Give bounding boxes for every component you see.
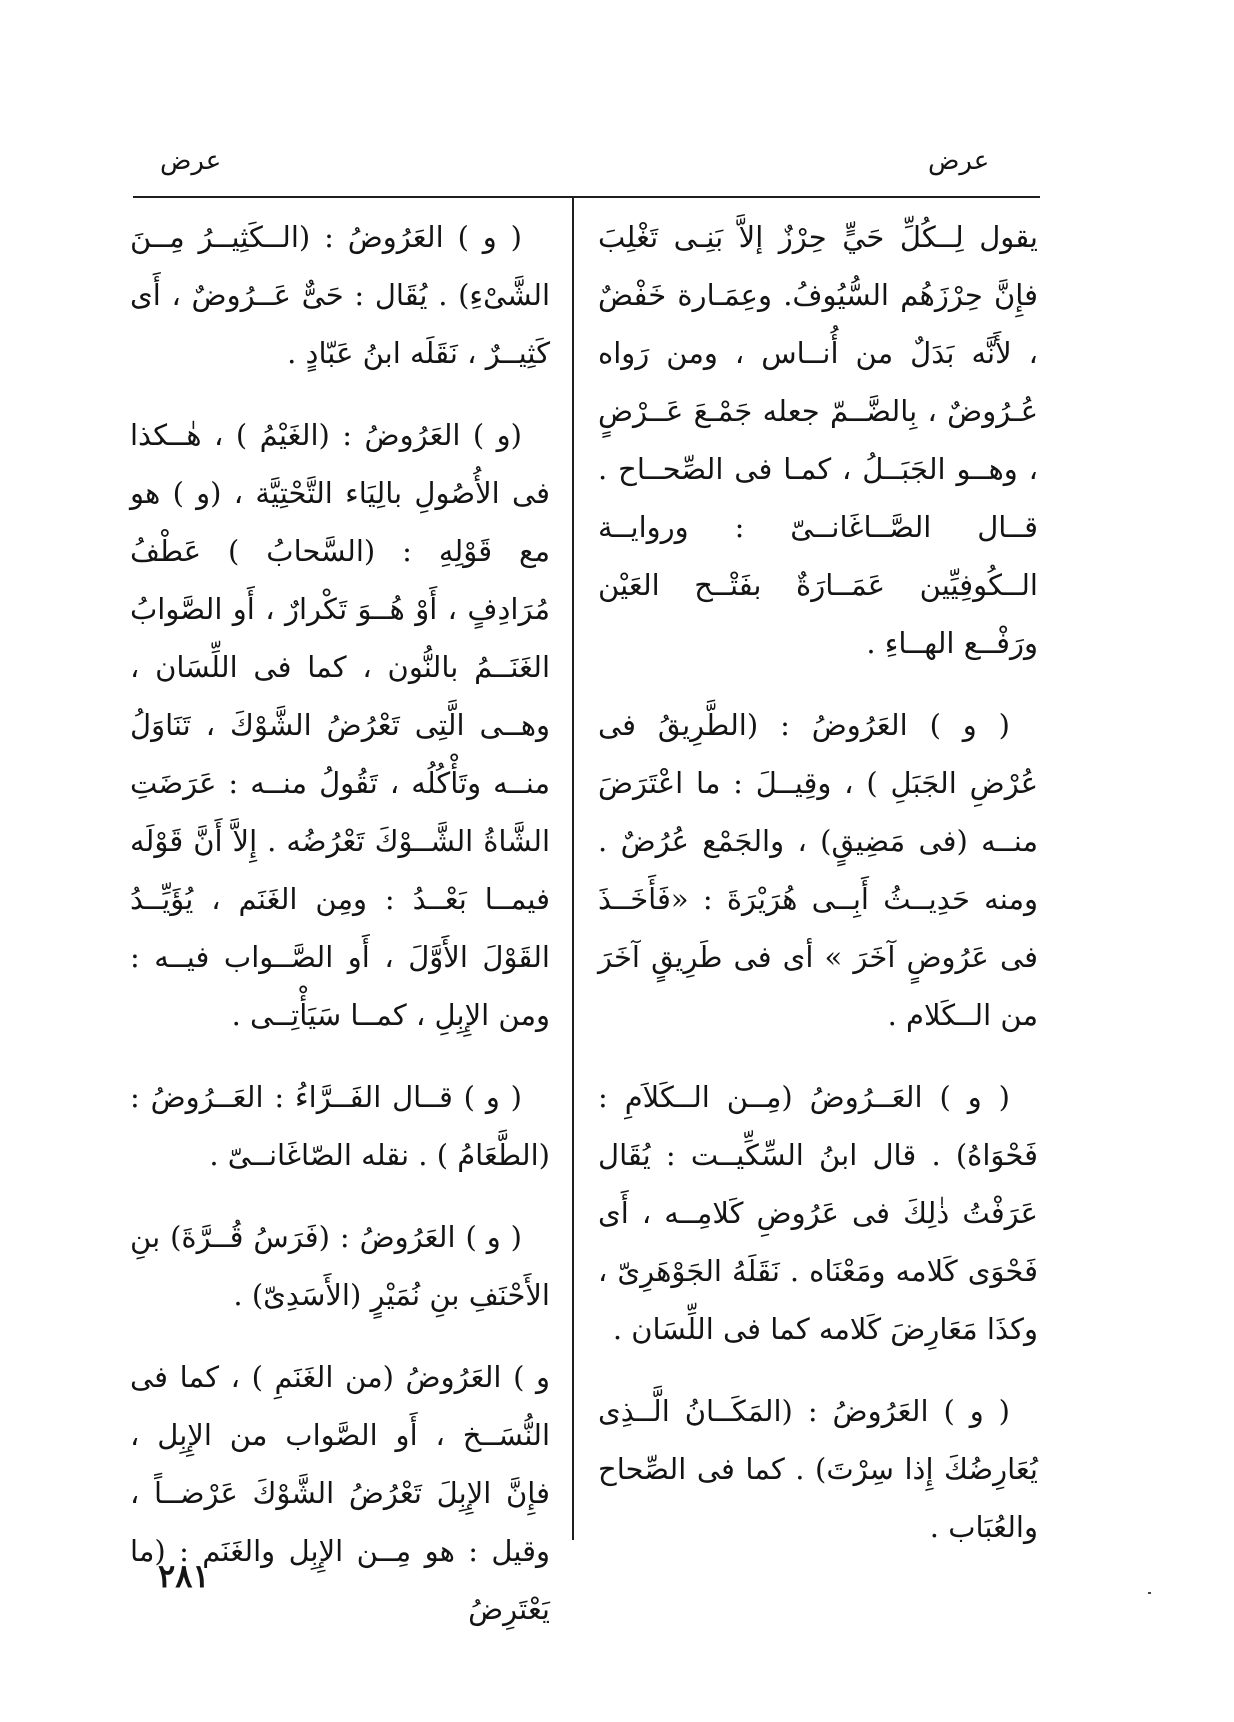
entry-paragraph: و ) العَرُوضُ (من الغَنَمِ ) ، كما فى النُّسَــخ ، أَو الصَّواب من الإِبِل ، فإِنَّ الإِبِلَ تَعْرُضُ الشَّوْكَ عَرْضــاً ، وقيل : هو مِــن الإِبِل والغَنَم : (ما يَعْتَرِضُ [130,1360,550,1626]
running-head-right: عرض [928,146,990,176]
entry-paragraph: ( و ) العَرُوضُ : (فَرَسُ قُــرَّةَ) بنِ الأَحْنَفِ بنِ نُمَيْرٍ (الأَسَدِىّ) . [130,1220,550,1312]
entry-paragraph: ( و ) العَرُوضُ : (الطَّرِيقُ فى عُرْضِ الجَبَلِ ) ، وقِيــلَ : ما اعْتَرَضَ منــه (فى مَضِيقٍ) ، والجَمْع عُرُضٌ . ومنه حَدِيــثُ أَبِــى هُرَيْرَةَ : «فَأَخَــذَ فى عَرُوضٍ آخَرَ » أى فى طَرِيقٍ آخَرَ من الــكَلام . [598,708,1038,1032]
page-number: ٢٨١ [158,1557,210,1595]
entry-paragraph: ( و ) العَــرُوضُ (مِــن الــكَلاَمِ : فَحْوَاهُ) . قال ابنُ السِّكِّيــت : يُقَال عَرَفْتُ ذٰلِكَ فى عَرُوضِ كَلامِــه ، أَى فَحْوَى كَلامه ومَعْنَاه . نَقَلَهُ الجَوْهَرِىّ ، وكذَا مَعَارِضَ كَلامه كما فى اللِّسَان . [598,1080,1038,1346]
header-rule [133,196,1040,198]
column-divider [572,198,574,1540]
entry-paragraph: ( و ) قــال الفَــرَّاءُ : العَــرُوضُ : (الطَّعَامُ ) . نقله الصّاغَانــىّ . [130,1080,550,1172]
right-column [598,208,1038,1580]
scan-speck [1148,1592,1151,1594]
entry-paragraph: ( و ) العَرُوضُ : (الــكَثِيــرُ مِــنَ الشَّىْءِ) . يُقَال : حَىٌّ عَــرُوضٌ ، أَى كَثِيــرٌ ، نَقَلَه ابنُ عَبّادٍ . [130,220,550,370]
entry-paragraph: يقول لِــكُلِّ حَيٍّ حِرْزٌ إلاَّ بَنِـى تَغْلِبَ فإِنَّ حِرْزَهُم السُّيُوفُ. وعِمَـارة خَفْضٌ ، لأَنَّه بَدَلٌ من أُنــاس ، ومن رَواه عُـرُوضٌ ، بِالضَّــمّ جعله جَمْـعَ عَــرْضٍ ، وهــو الجَبَــلُ ، كمـا فى الصِّحــاح . قــال الصَّــاغَانــىّ : وروايــة الــكُوفِيِّين عَمَــارَةٌ بفَتْــح العَيْن ورَفْــع الهــاءِ . [598,220,1038,660]
entry-paragraph: (و ) العَرُوضُ : (الغَيْمُ ) ، هٰــكذا فى الأُصُولِ بالِيَاء التَّحْتِيَّة ، (و ) هو مع قَوْلِهِ : (السَّحابُ ) عَطْفُ مُرَادِفٍ ، أَوْ هُــوَ تَكْرارٌ ، أَو الصَّوابُ الغَنَــمُ بالنُّون ، كما فى اللِّسَان ، وهــى الَّتِى تَعْرُضُ الشَّوْكَ ، تَنَاوَلُ منــه وتَأْكُلُه ، تَقُولُ منــه : عَرَضَتِ الشَّاةُ الشَّــوْكَ تَعْرُضُه . إِلاَّ أَنَّ قَوْلَه فيمــا بَعْــدُ : ومِن الغَنَم ، يُؤَيِّــدُ القَوْلَ الأَوَّلَ ، أَو الصَّــواب فيــه : ومن الإِبِلِ ، كمــا سَيَأْتِــى . [130,418,550,1032]
entry-paragraph: ( و ) العَرُوضُ : (المَكَــانُ الَّــذِى يُعَارِضُكَ إِذا سِرْتَ) . كما فى الصِّحاح والعُبَاب . [598,1394,1038,1544]
left-column [130,208,550,1662]
running-head-left: عرض [160,146,222,176]
